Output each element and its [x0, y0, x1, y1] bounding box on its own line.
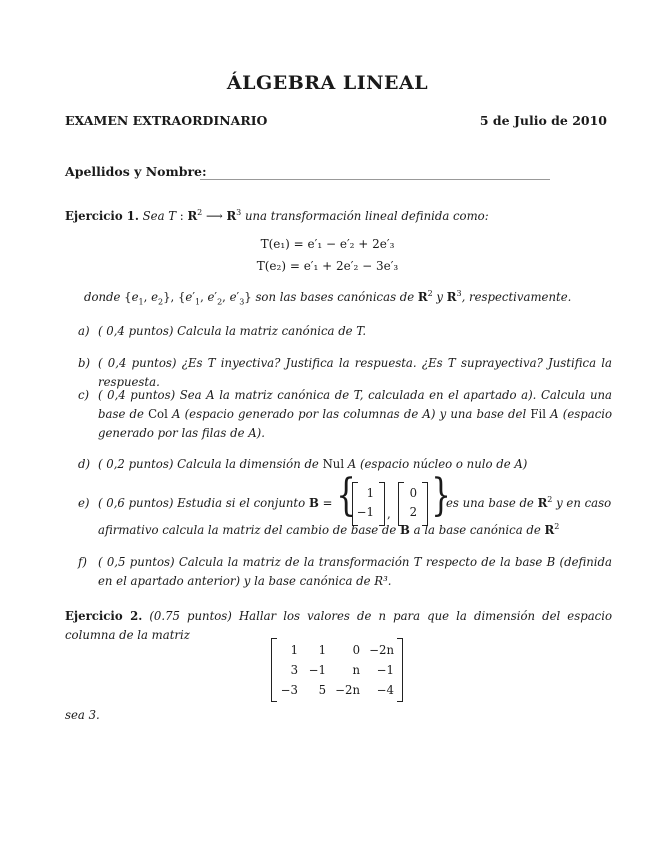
- item-a: a) ( 0,4 puntos) Calcula la matriz canónica de T.: [78, 324, 367, 338]
- matrix-cell: −2n: [335, 683, 360, 697]
- matrix-cell: n: [352, 663, 360, 677]
- exercise-2-intro: Ejercicio 2. (0.75 puntos) Hallar los valores de n para que la dimensión del espacio columna de la matriz: [65, 609, 612, 642]
- matrix-cell: 1: [318, 643, 326, 657]
- exercise-2-tail: sea 3.: [65, 708, 100, 722]
- matrix-cell: 1: [290, 643, 298, 657]
- exam-date: 5 de Julio de 2010: [479, 113, 607, 128]
- item-d: d) ( 0,2 puntos) Calcula la dimensión de Nul A (espacio núcleo o nulo de A): [78, 457, 528, 471]
- item-f: f) ( 0,5 puntos) Calcula la matriz de la transformación T respecto de la base B (definida en el apartado anterior) y la base canónica de R³.: [78, 555, 612, 588]
- vec2-right-bracket: [422, 482, 428, 526]
- equation-2: T(e₂) = e′₁ + 2e′₂ − 3e′₃: [256, 259, 399, 273]
- vec2-bottom: 2: [409, 505, 417, 519]
- matrix-cell: −1: [308, 663, 326, 677]
- name-line: [200, 179, 550, 180]
- exercise-2-heading: Ejercicio 2.: [65, 609, 143, 623]
- comma: ,: [387, 507, 391, 521]
- vec1-bottom: −1: [356, 505, 374, 519]
- matrix-cell: −1: [376, 663, 394, 677]
- matrix-cell: −4: [376, 683, 394, 697]
- item-e-label: e): [78, 496, 90, 510]
- left-brace: {: [336, 470, 356, 521]
- matrix-cell: 0: [352, 643, 360, 657]
- exercise-1-heading: Ejercicio 1.: [65, 209, 139, 223]
- name-label: Apellidos y Nombre:: [65, 164, 207, 179]
- exam-type: EXAMEN EXTRAORDINARIO: [65, 113, 268, 128]
- right-brace: }: [431, 470, 451, 521]
- item-e-text-c: afirmativo calcula la matriz del cambio de base de B a la base canónica de $R^2$: [98, 522, 560, 537]
- page-title: ÁLGEBRA LINEAL: [226, 72, 429, 94]
- item-b: b) ( 0,4 puntos) ¿Es T inyectiva? Justifica la respuesta. ¿Es T suprayectiva? Justifica la respuesta.: [78, 356, 612, 389]
- matrix-cell: 5: [318, 683, 326, 697]
- matrix-cell: 3: [290, 663, 298, 677]
- item-e-text-b: es una base de $R^2$ y en caso: [446, 495, 612, 510]
- equation-1: T(e₁) = e′₁ − e′₂ + 2e′₃: [260, 237, 395, 251]
- vec1-right-bracket: [379, 482, 385, 526]
- item-c: c) ( 0,4 puntos) Sea A la matriz canónica de T, calculada en el apartado a). Calcula una base de Col A (espacio generado por las columnas de A) y una base del Fil A (espacio generado por las filas de A).: [78, 388, 613, 440]
- matrix-cell: −2n: [369, 643, 394, 657]
- vec2-top: 0: [409, 486, 417, 500]
- matrix-cell: −3: [280, 683, 298, 697]
- matrix-right-bracket: [397, 638, 403, 702]
- exercise-1-intro: Ejercicio 1. Sea T : $R^2$ ⟶ $R^3$ una transformación lineal definida como:: [65, 208, 489, 223]
- set-b-symbol: B =: [309, 496, 333, 510]
- item-e-text-a: ( 0,6 puntos) Estudia si el conjunto: [98, 496, 306, 510]
- bases-note: donde {$e_1$, $e_2$}, {$e'_1$, $e'_2$, $e'_3$} son las bases canónicas de $R^2$ y $R^3$, respectivamente.: [84, 289, 572, 307]
- vec1-top: 1: [366, 486, 374, 500]
